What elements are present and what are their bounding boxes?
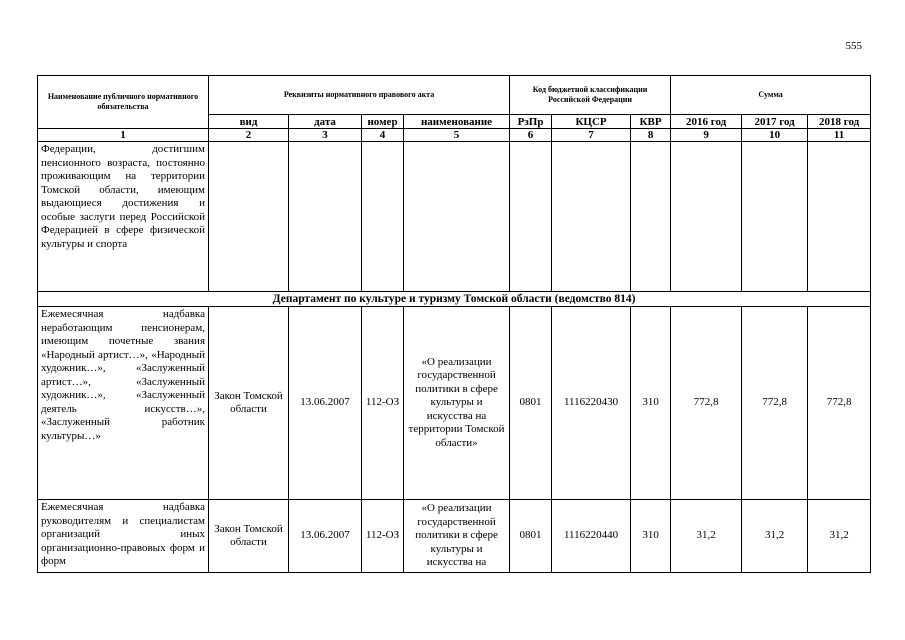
- column-number: 4: [362, 129, 404, 142]
- act-kind-cell: Закон Томской области: [209, 307, 289, 500]
- act-date-cell: 13.06.2007: [289, 307, 362, 500]
- table-row: [38, 500, 871, 573]
- empty-cell: [209, 142, 289, 292]
- column-number: 11: [808, 129, 871, 142]
- subheader-date: дата: [289, 115, 362, 129]
- column-number: 1: [38, 129, 209, 142]
- column-number: 8: [631, 129, 671, 142]
- header-budget-code: Код бюджетной классификации Российской Федерации: [510, 76, 671, 115]
- subheader-2016: 2016 год: [671, 115, 742, 129]
- empty-cell: [289, 142, 362, 292]
- subheader-kind: вид: [209, 115, 289, 129]
- header-requisites: Реквизиты нормативного правового акта: [209, 76, 510, 115]
- column-number: 7: [552, 129, 631, 142]
- obligations-table: [37, 75, 871, 573]
- table-header-row: [38, 76, 871, 115]
- sum-2016-cell: 772,8: [671, 307, 742, 500]
- subheader-name: наименование: [404, 115, 510, 129]
- kvr-cell: 310: [631, 307, 671, 500]
- obligation-cell: Федерации, достигшим пенсионного возраста, постоянно проживающим на территории Томской области, имеющим выдающиеся достижения и особые заслуги перед Российской Федерацией в сфере физической культуры и спорта: [38, 142, 209, 292]
- empty-cell: [631, 142, 671, 292]
- subheader-rzpr: РзПр: [510, 115, 552, 129]
- kvr-cell: 310: [631, 500, 671, 573]
- rzpr-cell: 0801: [510, 307, 552, 500]
- rzpr-cell: 0801: [510, 500, 552, 573]
- sum-2016-cell: 31,2: [671, 500, 742, 573]
- act-name-cell: «О реализации государственной политики в сфере культуры и искусства на: [404, 500, 510, 573]
- department-heading: Департамент по культуре и туризму Томской области (ведомство 814): [38, 292, 871, 307]
- subheader-number: номер: [362, 115, 404, 129]
- empty-cell: [510, 142, 552, 292]
- sum-2018-cell: 31,2: [808, 500, 871, 573]
- sum-2017-cell: 31,2: [742, 500, 808, 573]
- empty-cell: [671, 142, 742, 292]
- act-number-cell: 112-ОЗ: [362, 500, 404, 573]
- kcsr-cell: 1116220430: [552, 307, 631, 500]
- empty-cell: [808, 142, 871, 292]
- subheader-kvr: КВР: [631, 115, 671, 129]
- act-date-cell: 13.06.2007: [289, 500, 362, 573]
- column-number-row: [38, 129, 871, 142]
- act-number-cell: 112-ОЗ: [362, 307, 404, 500]
- page-number: 555: [845, 40, 862, 52]
- empty-cell: [362, 142, 404, 292]
- empty-cell: [552, 142, 631, 292]
- subheader-2017: 2017 год: [742, 115, 808, 129]
- table-row: [38, 307, 871, 500]
- header-obligation: Наименование публичного нормативного обязательства: [38, 76, 209, 129]
- column-number: 9: [671, 129, 742, 142]
- obligation-cell: Ежемесячная надбавка руководителям и специалистам организаций иных организационно-правовых форм и форм: [38, 500, 209, 573]
- department-row: [38, 292, 871, 307]
- header-sum: Сумма: [671, 76, 871, 115]
- kcsr-cell: 1116220440: [552, 500, 631, 573]
- column-number: 5: [404, 129, 510, 142]
- subheader-kcsr: КЦСР: [552, 115, 631, 129]
- sum-2018-cell: 772,8: [808, 307, 871, 500]
- subheader-2018: 2018 год: [808, 115, 871, 129]
- column-number: 3: [289, 129, 362, 142]
- act-kind-cell: Закон Томской области: [209, 500, 289, 573]
- act-name-cell: «О реализации государственной политики в сфере культуры и искусства на территории Томской области»: [404, 307, 510, 500]
- obligation-cell: Ежемесячная надбавка неработающим пенсионерам, имеющим почетные звания «Народный артист…», «Народный художник…», «Заслуженный артист…», «Заслуженный художник…», «Заслуженный деятель искусств…», «Заслуженный работник культуры…»: [38, 307, 209, 500]
- column-number: 6: [510, 129, 552, 142]
- table-row: [38, 142, 871, 292]
- column-number: 10: [742, 129, 808, 142]
- empty-cell: [742, 142, 808, 292]
- column-number: 2: [209, 129, 289, 142]
- empty-cell: [404, 142, 510, 292]
- sum-2017-cell: 772,8: [742, 307, 808, 500]
